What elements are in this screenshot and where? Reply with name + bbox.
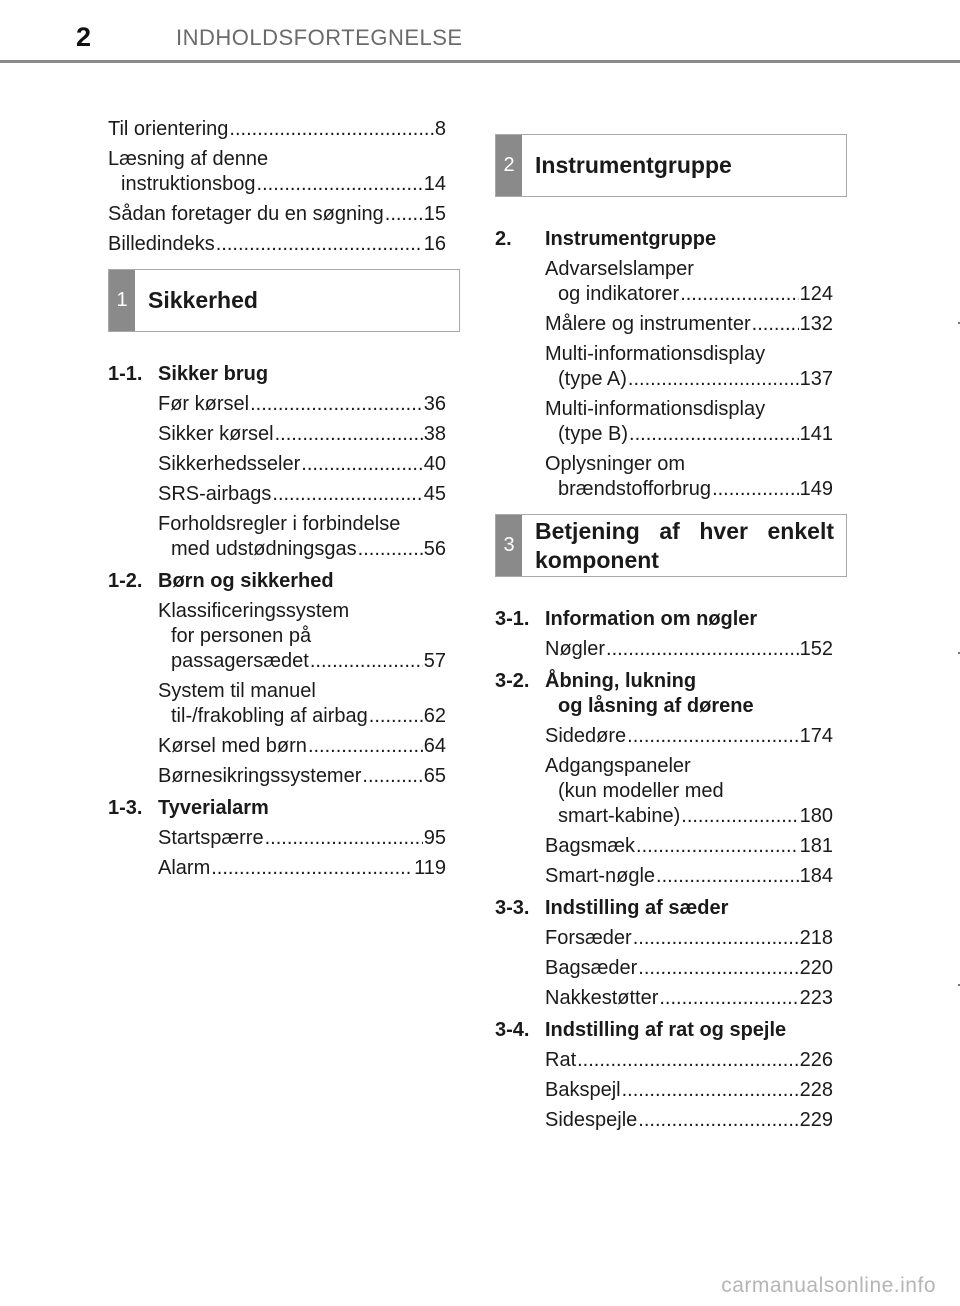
section-name-line: Åbning, lukning [545, 670, 697, 692]
right-column [495, 122, 833, 1138]
entry-page: 218 [799, 927, 833, 949]
toc-entry[interactable] [108, 599, 446, 674]
chapter-tab: 2 [496, 135, 522, 196]
toc-entry[interactable] [108, 482, 446, 507]
entry-page: 223 [799, 987, 833, 1009]
entry-page: 95 [423, 827, 446, 849]
entry-title: Klassificeringssystem [158, 600, 350, 622]
entry-title: Sikker kørsel [158, 423, 274, 445]
footer-watermark: carmanualsonline.info [721, 1274, 936, 1297]
entry-title: Smart-nøgle [545, 865, 656, 887]
entry-page: 152 [799, 638, 833, 660]
entry-title: Alarm [158, 857, 211, 879]
entry-page: 62 [423, 705, 446, 727]
toc-entry[interactable] [495, 956, 833, 981]
entry-last-line [545, 282, 833, 307]
leader-dots [310, 649, 423, 674]
leader-dots [250, 392, 423, 417]
entry-page: 38 [423, 423, 446, 445]
toc-entry[interactable] [495, 397, 833, 447]
section-heading[interactable] [108, 796, 446, 821]
entry-title: Før kørsel [158, 393, 250, 415]
section-name-line: Information om nøgler [545, 608, 758, 630]
leader-dots [229, 117, 433, 142]
entry-page: 40 [423, 453, 446, 475]
toc-entry[interactable] [108, 826, 446, 851]
entry-title: for personen på [171, 625, 312, 647]
entry-page: 57 [423, 650, 446, 672]
entry-title: Sådan foretager du en søgning [108, 203, 384, 225]
leader-dots [633, 926, 799, 951]
leader-dots [636, 834, 799, 859]
leader-dots [752, 312, 799, 337]
entry-page: 229 [799, 1109, 833, 1131]
entry-page: 65 [423, 765, 446, 787]
chapter-tab: 1 [109, 270, 135, 331]
leader-dots [369, 704, 423, 729]
entry-title: (type A) [558, 368, 627, 390]
page-header [0, 0, 960, 64]
leader-dots [606, 637, 799, 662]
leader-dots [362, 764, 422, 789]
toc-entry[interactable] [495, 312, 833, 337]
section-name [545, 1018, 833, 1043]
chapter-heading [495, 514, 847, 577]
leader-dots [638, 1108, 798, 1133]
leader-dots [680, 282, 798, 307]
toc-entry[interactable] [495, 926, 833, 951]
entry-page: 119 [414, 857, 446, 879]
chapter-heading [495, 134, 847, 197]
leader-dots [308, 734, 423, 759]
leader-dots [622, 1078, 799, 1103]
chapter-title: Betjening af hver enkelt komponent [535, 517, 834, 573]
toc-entry[interactable] [495, 452, 833, 502]
toc-entry[interactable] [495, 1108, 833, 1133]
section-heading[interactable] [108, 569, 446, 594]
toc-entry[interactable] [495, 1048, 833, 1073]
leader-dots [257, 172, 423, 197]
entry-page: 56 [423, 538, 446, 560]
entry-page: 149 [799, 478, 833, 500]
section-heading[interactable] [495, 227, 833, 252]
section-number: 1-1. [108, 363, 143, 385]
leader-dots [301, 452, 422, 477]
entry-title: Multi-informationsdisplay [545, 398, 766, 420]
toc-entry[interactable] [108, 232, 446, 257]
entry-page: 132 [799, 313, 833, 335]
entry-title: Til orientering [108, 118, 229, 140]
entry-page: 137 [799, 368, 833, 390]
entry-title: smart-kabine) [558, 805, 681, 827]
section-name-line: Tyverialarm [158, 797, 269, 819]
section-name [158, 569, 446, 594]
leader-dots [628, 367, 799, 392]
section-number: 3-4. [495, 1019, 530, 1041]
entry-page: 15 [423, 203, 446, 225]
toc-entry[interactable] [108, 147, 446, 197]
section-name-line: Børn og sikkerhed [158, 570, 334, 592]
entry-title: Sidespejle [545, 1109, 638, 1131]
section-number: 1-2. [108, 570, 143, 592]
leader-dots [629, 422, 799, 447]
entry-title: Kørsel med børn [158, 735, 307, 757]
section-heading[interactable] [495, 896, 833, 921]
leader-dots [275, 422, 423, 447]
toc-entry[interactable] [108, 422, 446, 447]
entry-title: Forsæder [545, 927, 632, 949]
entry-title: SRS-airbags [158, 483, 272, 505]
entry-title: Nøgler [545, 638, 606, 660]
entry-title: og indikatorer [558, 283, 680, 305]
toc-entry[interactable] [495, 257, 833, 307]
section-name [545, 227, 833, 252]
entry-last-line [158, 704, 446, 729]
section-name [545, 669, 833, 719]
entry-title: brændstofforbrug [558, 478, 712, 500]
entry-title: Bagsæder [545, 957, 638, 979]
section-name-line: Instrumentgruppe [545, 228, 717, 250]
entry-title: Børnesikringssystemer [158, 765, 362, 787]
entry-last-line [545, 367, 833, 392]
section-name [158, 796, 446, 821]
entry-page: 14 [423, 173, 446, 195]
header-rule [0, 60, 960, 63]
entry-title: Målere og instrumenter [545, 313, 751, 335]
entry-page: 228 [799, 1079, 833, 1101]
toc-entry[interactable] [495, 637, 833, 662]
leader-dots [712, 477, 799, 502]
section-heading[interactable] [108, 362, 446, 387]
section-name [158, 362, 446, 387]
section-number: 3-2. [495, 670, 530, 692]
section-name [545, 607, 833, 632]
entry-title: Multi-informationsdisplay [545, 343, 766, 365]
leader-dots [656, 864, 799, 889]
section-heading[interactable] [495, 669, 833, 719]
section-name-line: Sikker brug [158, 363, 269, 385]
entry-page: 36 [423, 393, 446, 415]
entry-page: 174 [799, 725, 833, 747]
leader-dots [211, 856, 413, 881]
toc-entry[interactable] [495, 724, 833, 749]
leader-dots [681, 804, 798, 829]
entry-last-line [545, 477, 833, 502]
entry-title: Sikkerhedsseler [158, 453, 301, 475]
toc-entry[interactable] [108, 202, 446, 227]
section-number: 1-3. [108, 797, 143, 819]
leader-dots [265, 826, 423, 851]
section-name-line: Indstilling af sæder [545, 897, 729, 919]
entry-page: 184 [799, 865, 833, 887]
entry-page: 64 [423, 735, 446, 757]
leader-dots [659, 986, 798, 1011]
chapter-tab: 3 [496, 515, 522, 576]
leader-dots [577, 1048, 799, 1073]
toc-entry[interactable] [495, 834, 833, 859]
leader-dots [272, 482, 422, 507]
section-heading[interactable] [495, 607, 833, 632]
entry-title: Startspærre [158, 827, 264, 849]
toc-entry[interactable] [108, 734, 446, 759]
leader-dots [385, 202, 423, 227]
entry-title: (kun modeller med [558, 780, 724, 802]
entry-page: 220 [799, 957, 833, 979]
chapter-heading [108, 269, 460, 332]
entry-title: Adgangspaneler [545, 755, 691, 777]
entry-title: instruktionsbog [121, 173, 256, 195]
toc-entry[interactable] [108, 512, 446, 562]
entry-title: Bagsmæk [545, 835, 636, 857]
toc-entry[interactable] [495, 1078, 833, 1103]
toc-entry[interactable] [108, 452, 446, 477]
entry-last-line [545, 422, 833, 447]
entry-last-line [158, 537, 446, 562]
entry-page: 16 [423, 233, 446, 255]
toc-entry[interactable] [495, 986, 833, 1011]
toc-entry[interactable] [108, 856, 446, 881]
entry-title: passagersædet [171, 650, 309, 672]
leader-dots [358, 537, 423, 562]
chapter-title: Sikkerhed [148, 287, 258, 313]
leader-dots [638, 956, 798, 981]
entry-page: 180 [799, 805, 833, 827]
entry-title: Billedindeks [108, 233, 215, 255]
entry-title: Rat [545, 1049, 577, 1071]
toc-entry[interactable] [108, 679, 446, 729]
toc-entry[interactable] [108, 117, 446, 142]
entry-last-line [545, 804, 833, 829]
entry-title: Bakspejl [545, 1079, 621, 1101]
toc-entry[interactable] [495, 754, 833, 829]
section-number: 2. [495, 228, 512, 250]
entry-title: til-/frakobling af airbag [171, 705, 368, 727]
header-title: INDHOLDSFORTEGNELSE [176, 25, 463, 50]
leader-dots [216, 232, 423, 257]
entry-page: 124 [799, 283, 833, 305]
toc-entry[interactable] [495, 864, 833, 889]
entry-page: 181 [799, 835, 833, 857]
section-name [545, 896, 833, 921]
entry-title: Nakkestøtter [545, 987, 659, 1009]
page-number: 2 [76, 22, 92, 52]
entry-title: (type B) [558, 423, 629, 445]
entry-page: 226 [799, 1049, 833, 1071]
chapter-title: Instrumentgruppe [535, 152, 732, 178]
entry-title: Oplysninger om [545, 453, 686, 475]
entry-title: Læsning af denne [108, 148, 269, 170]
section-number: 3-3. [495, 897, 530, 919]
entry-title: System til manuel [158, 680, 316, 702]
toc-entry[interactable] [108, 764, 446, 789]
section-name-line: Indstilling af rat og spejle [545, 1019, 787, 1041]
leader-dots [627, 724, 798, 749]
entry-title: Advarselslamper [545, 258, 694, 280]
entry-page: 141 [799, 423, 833, 445]
section-name-line: og låsning af dørene [558, 695, 754, 717]
left-column [108, 117, 446, 886]
entry-title: Forholdsregler i forbindelse [158, 513, 401, 535]
entry-title: med udstødningsgas [171, 538, 357, 560]
entry-last-line [108, 172, 446, 197]
entry-last-line [158, 649, 446, 674]
entry-title: Sidedøre [545, 725, 627, 747]
entry-page: 8 [434, 118, 446, 140]
toc-entry[interactable] [108, 392, 446, 417]
section-number: 3-1. [495, 608, 530, 630]
section-heading[interactable] [495, 1018, 833, 1043]
toc-entry[interactable] [495, 342, 833, 392]
entry-page: 45 [423, 483, 446, 505]
